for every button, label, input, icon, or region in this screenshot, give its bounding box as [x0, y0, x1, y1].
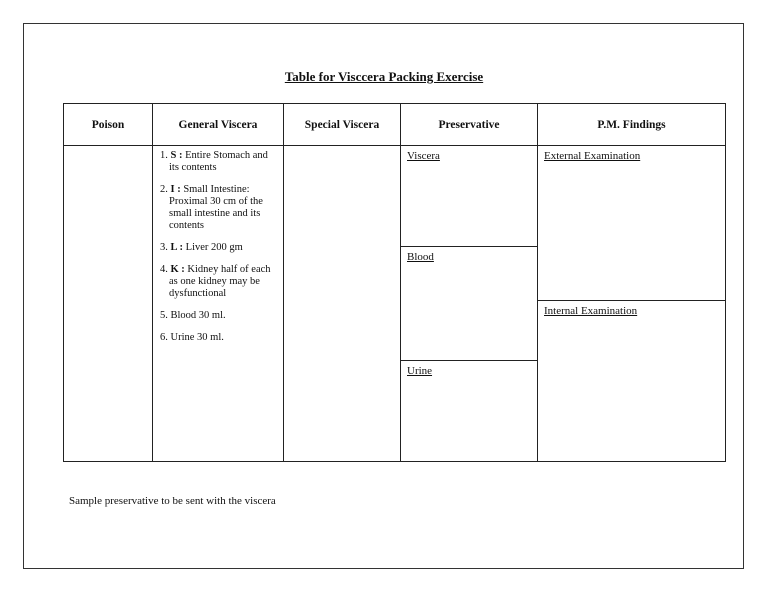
list-item: 6. Urine 30 ml.: [160, 332, 224, 343]
preservative-cell: [401, 146, 538, 462]
preservative-urine: Urine: [401, 360, 537, 381]
general-viscera-cell: [153, 146, 284, 462]
external-examination: External Examination: [544, 150, 641, 162]
list-item: 2. I : Small Intestine: Proximal 30 cm of the small intestine and its contents: [160, 184, 263, 231]
header-special-viscera: Special Viscera: [284, 104, 401, 146]
pm-findings-cell: [538, 146, 726, 462]
list-item: 4. K : Kidney half of each as one kidney may be dysfunctional: [160, 264, 271, 299]
viscera-table: [63, 103, 726, 462]
header-pm-findings: P.M. Findings: [538, 104, 726, 146]
internal-examination: Internal Examination: [538, 300, 725, 321]
header-poison: Poison: [64, 104, 153, 146]
poison-cell: [64, 146, 153, 462]
table-header-row: [64, 104, 726, 146]
header-general-viscera: General Viscera: [153, 104, 284, 146]
list-item: 1. S : Entire Stomach and its contents: [160, 150, 268, 173]
general-viscera-list: [153, 146, 283, 344]
list-item: 3. L : Liver 200 gm: [160, 242, 243, 253]
header-preservative: Preservative: [401, 104, 538, 146]
preservative-blood: Blood: [401, 246, 537, 267]
list-item: 5. Blood 30 ml.: [160, 310, 226, 321]
table-body-row: [64, 146, 726, 462]
page-title: Table for Visccera Packing Exercise: [284, 69, 484, 84]
preservative-viscera: Viscera: [407, 150, 440, 162]
footnote: Sample preservative to be sent with the viscera: [69, 495, 276, 507]
special-viscera-cell: [284, 146, 401, 462]
